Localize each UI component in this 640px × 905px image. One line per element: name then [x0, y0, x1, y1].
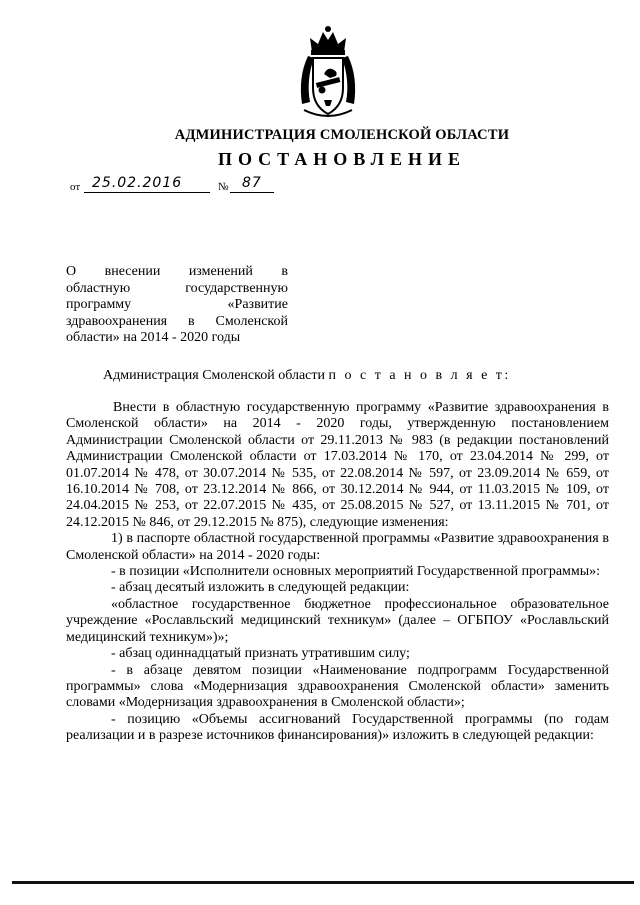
subject-line: программу «Развитие: [66, 297, 288, 312]
subject-line: области» на 2014 - 2020 годы: [66, 330, 241, 345]
preamble-resolves: п о с т а н о в л я е т: [328, 368, 505, 383]
subject-line: здравоохранения в Смоленской: [66, 313, 288, 329]
body-paragraph: - позицию «Объемы ассигнований Государственной программы (по годам реализации и в разрезе источников финансирования)» изложить в следующей редакции:: [66, 711, 609, 744]
number-handwritten: 87: [242, 175, 262, 191]
date-number-line: [70, 175, 290, 195]
body-paragraph: - абзац десятый изложить в следующей редакции:: [111, 580, 410, 596]
date-prefix: от: [70, 181, 81, 193]
body-paragraph: «областное государственное бюджетное профессиональное образовательное учреждение «Рославльский медицинский техникум» (далее – ОГБПОУ «Рославльский медицинский техникум»)»;: [66, 596, 609, 645]
number-underline: [230, 192, 274, 193]
body-paragraph: - в позиции «Исполнители основных мероприятий Государственной программы»:: [111, 564, 601, 580]
body-paragraph: - абзац одиннадцатый признать утратившим силу;: [111, 646, 410, 662]
document-subject: [66, 264, 288, 347]
preamble: [103, 368, 508, 384]
body-paragraph: - в абзаце девятом позиции «Наименование подпрограмм Государственной программы» слова «Модернизация здравоохранения Смоленской области» заменить словами «Модернизация здравоохранения в Смоленской области»;: [66, 662, 609, 711]
subject-line: О внесении изменений в: [66, 264, 288, 279]
organization-name: АДМИНИСТРАЦИЯ СМОЛЕНСКОЙ ОБЛАСТИ: [174, 127, 510, 143]
document-body: [66, 400, 609, 745]
body-paragraph: Внести в областную государственную программу «Развитие здравоохранения в Смоленской области» на 2014 - 2020 годы, утвержденную постановлением Администрации Смоленской области от 29.11.2013 № 983 (в редакции постановлений Администрации Смоленской области от 17.03.2014 № 170, от 23.04.2014 № 299, от 01.07.2014 № 478, от 30.07.2014 № 535, от 22.08.2014 № 597, от 23.09.2014 № 659, от 16.10.2014 № 708, от 23.12.2014 № 866, от 30.12.2014 № 944, от 11.03.2015 № 109, от 24.04.2015 № 253, от 22.07.2015 № 435, от 25.08.2015 № 527, от 13.11.2015 № 701, от 24.12.2015 № 846, от 29.12.2015 № 875), следующие изменения:: [66, 400, 609, 530]
date-underline: [84, 192, 210, 193]
date-handwritten: 25.02.2016: [92, 175, 183, 191]
body-paragraph: 1) в паспорте областной государственной программы «Развитие здравоохранения в Смоленской области» на 2014 - 2020 годы:: [66, 531, 609, 563]
subject-line: областную государственную: [66, 280, 288, 296]
coat-of-arms-icon: [294, 22, 362, 122]
number-prefix: №: [218, 181, 229, 193]
document-type: ПОСТАНОВЛЕНИЕ: [217, 149, 467, 169]
preamble-lead: Администрация Смоленской области: [103, 368, 326, 383]
page-bottom-border: [12, 881, 634, 884]
preamble-colon: :: [504, 368, 509, 383]
